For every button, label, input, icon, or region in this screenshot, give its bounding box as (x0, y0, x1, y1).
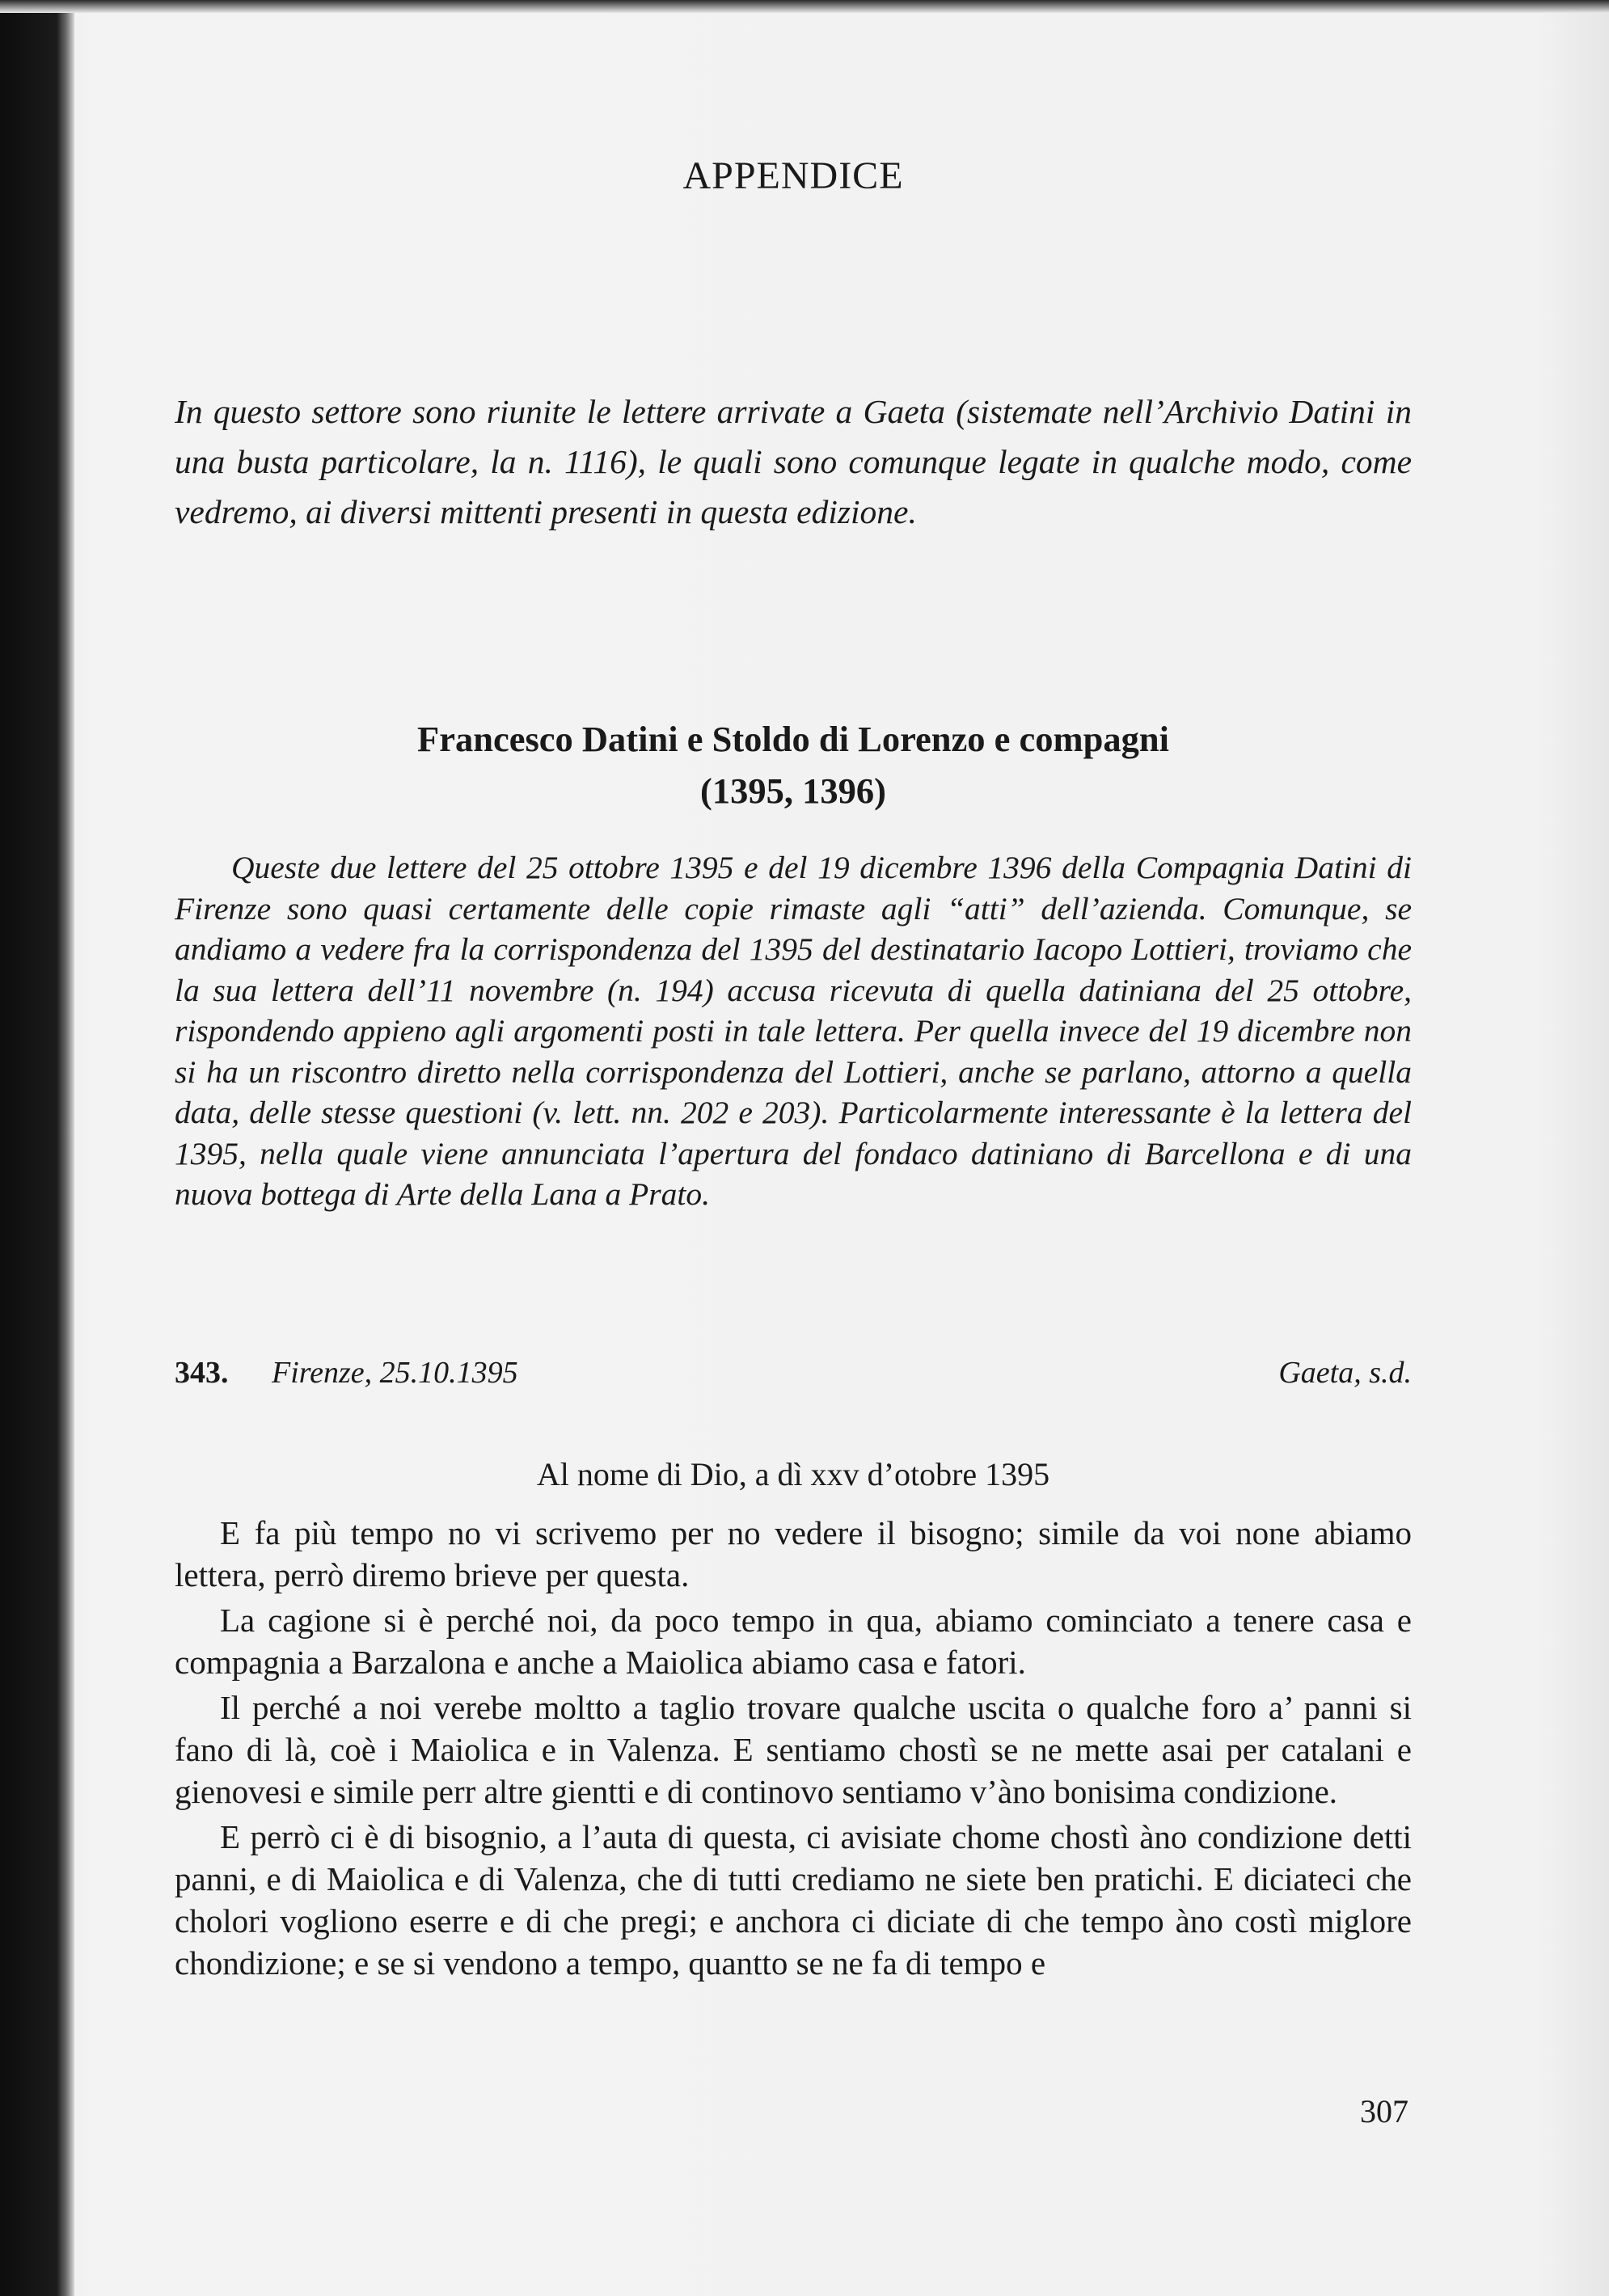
letter-paragraph: E fa più tempo no vi scrivemo per no vedere il bisogno; simile da voi none abiamo lettera, perrò diremo brieve per questa. (175, 1514, 1412, 1593)
letter-origin: Firenze, 25.10.1395 (272, 1356, 518, 1390)
book-spine-shadow (0, 0, 74, 2296)
letter-paragraph: La cagione si è perché noi, da poco tempo in qua, abiamo cominciato a tenere casa e compagnia a Barzalona e anche a Maiolica abiamo casa e fatori. (175, 1602, 1412, 1681)
appendix-intro: In questo settore sono riunite le lettere arrivate a Gaeta (sistemate nell’Archivio Datini in una busta particolare, la n. 1116), le quali sono comunque legate in qualche modo, come vedremo, ai diversi mittenti presenti in questa edizione. (175, 393, 1412, 530)
section-title-line1: Francesco Datini e Stoldo di Lorenzo e compagni (417, 719, 1169, 759)
page-number: 307 (1360, 2093, 1408, 2129)
scan-top-edge (0, 0, 1609, 13)
page-heading: APPENDICE (682, 154, 904, 197)
letter-header (175, 1355, 1412, 1395)
letter-invocation: Al nome di Dio, a dì xxv d’otobre 1395 (536, 1456, 1050, 1492)
section-title (175, 713, 1412, 817)
letter-body (175, 1512, 1412, 1984)
letter-number: 343. (175, 1356, 229, 1390)
section-title-line2: (1395, 1396) (700, 770, 886, 811)
letter-destination: Gaeta, s.d. (1278, 1356, 1412, 1390)
section-note: Queste due lettere del 25 ottobre 1395 e del 19 dicembre 1396 della Compagnia Datini di Firenze sono quasi certamente delle copie rimaste agli “atti” dell’azienda. Comunque, se andiamo a vedere fra la corrispondenza del 1395 del destinatario Iacopo Lottieri, troviamo che la sua lettera dell’11 novembre (n. 194) accusa ricevuta di quella datiniana del 25 ottobre, rispondendo appieno agli argomenti posti in tale lettera. Per quella invece del 19 dicembre non si ha un riscontro diretto nella corrispondenza del Lottieri, anche se parlano, attorno a quella data, delle stesse questioni (v. lett. nn. 202 e 203). Particolarmente interessante è la lettera del 1395, nella quale viene annunciata l’apertura del fondaco datiniano di Barcellona e di una nuova bottega di Arte della Lana a Prato. (175, 850, 1412, 1212)
letter-paragraph: E perrò ci è di bisognio, a l’auta di questa, ci avisiate chome chostì àno condizione detti panni, e di Maiolica e di Valenza, che di tutti crediamo ne siete ben pratichi. E diciateci che cholori vogliono eserre e di che pregi; e anchora ci diciate di che tempo àno costì miglore chondizione; e se si vendono a tempo, quantto se ne fa di tempo e (175, 1818, 1412, 1982)
letter-paragraph: Il perché a noi verebe moltto a taglio trovare qualche uscita o qualche foro a’ panni si fano di là, coè i Maiolica e in Valenza. E sentiamo chostì se ne mette asai per catalani e gienovesi e simile perr altre gientti e di continovo sentiamo v’àno bonisima condizione. (175, 1689, 1412, 1810)
